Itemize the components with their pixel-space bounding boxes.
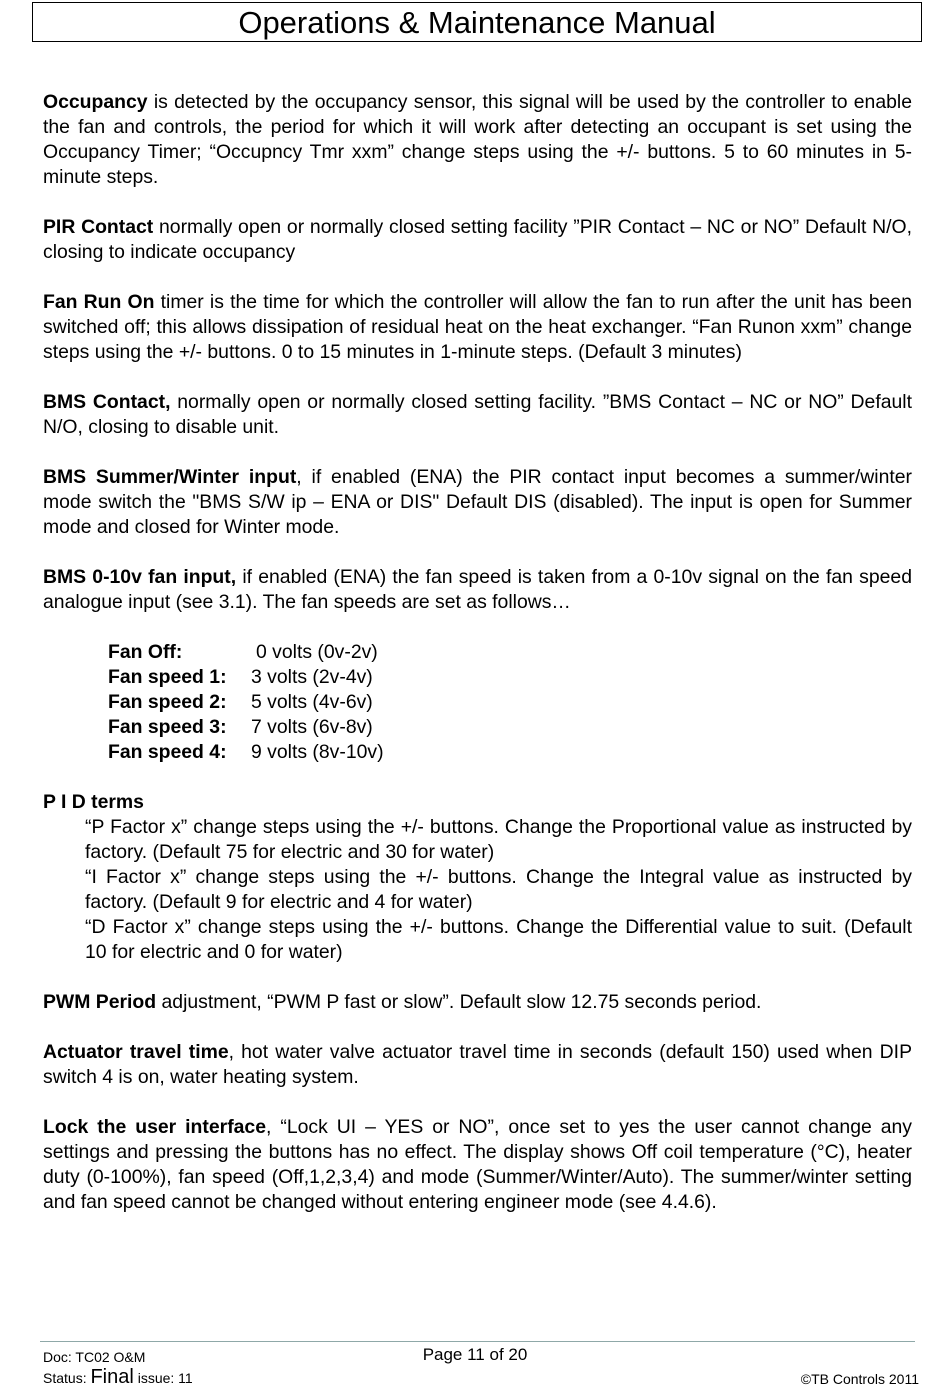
fan-run-on-paragraph bbox=[43, 290, 912, 365]
lock-ui-text: , “Lock UI – YES or NO”, once set to yes the user cannot change any settings and pressing the buttons has no effect. The display shows Off coil temperature (°C), heater duty (0-100%), fan speed (Off,1,2,3,4) and mode (Summer/Winter/Auto). The summer/winter setting and fan speed cannot be changed without entering engineer mode (see 4.4.6). bbox=[43, 1116, 913, 1213]
fan-speed-row bbox=[108, 690, 384, 715]
fan-speed-value: 7 volts (6v-8v) bbox=[251, 716, 373, 738]
footer-status bbox=[43, 1368, 193, 1387]
pid-p-factor: “P Factor x” change steps using the +/- buttons. Change the Proportional value as instructed by factory. (Default 75 for electric and 30 for water) bbox=[85, 816, 912, 863]
bms-summer-winter-text: , if enabled (ENA) the PIR contact input becomes a summer/winter mode switch the "BMS S/W ip – ENA or DIS" Default DIS (disabled). The input is open for Summer mode and closed for Winter mode. bbox=[43, 466, 912, 538]
occupancy-paragraph bbox=[43, 90, 912, 190]
bms-fan-input-text: if enabled (ENA) the fan speed is taken from a 0-10v signal on the fan speed analogue input (see 3.1). The fan speeds are set as follows… bbox=[43, 566, 912, 613]
lock-ui-term: Lock the user interface bbox=[43, 1116, 267, 1138]
fan-speed-value: 3 volts (2v-4v) bbox=[251, 666, 373, 688]
footer-issue: issue: 11 bbox=[133, 1370, 193, 1386]
pir-contact-term: PIR Contact bbox=[43, 216, 154, 238]
pwm-period-text: adjustment, “PWM P fast or slow”. Default slow 12.75 seconds period. bbox=[156, 991, 762, 1013]
fan-speed-label: Fan speed 3: bbox=[108, 716, 227, 738]
actuator-term: Actuator travel time bbox=[43, 1041, 229, 1063]
occupancy-term: Occupancy bbox=[43, 91, 148, 113]
bms-summer-winter-paragraph bbox=[43, 465, 912, 540]
fan-speed-row bbox=[108, 640, 384, 665]
document-title: Operations & Maintenance Manual bbox=[238, 5, 716, 40]
bms-fan-input-paragraph bbox=[43, 565, 912, 615]
fan-speed-value: 9 volts (8v-10v) bbox=[251, 741, 384, 763]
bms-fan-input-term: BMS 0-10v fan input, bbox=[43, 566, 237, 588]
pir-contact-paragraph bbox=[43, 215, 912, 265]
bms-contact-text: normally open or normally closed setting facility. ”BMS Contact – NC or NO” Default N/O, closing to disable unit. bbox=[43, 391, 912, 438]
bms-contact-paragraph bbox=[43, 390, 912, 440]
fan-speed-row bbox=[108, 715, 384, 740]
pid-d-factor: “D Factor x” change steps using the +/- buttons. Change the Differential value to suit. (Default 10 for electric and 0 for water) bbox=[85, 916, 912, 963]
fan-speed-label: Fan speed 1: bbox=[108, 666, 227, 688]
fan-speed-value: 5 volts (4v-6v) bbox=[251, 691, 373, 713]
pid-i-factor: “I Factor x” change steps using the +/- buttons. Change the Integral value as instructed by factory. (Default 9 for electric and 4 for water) bbox=[85, 866, 912, 913]
fan-speed-label: Fan speed 2: bbox=[108, 691, 227, 713]
fan-speed-label: Fan speed 4: bbox=[108, 741, 227, 763]
fan-speed-row bbox=[108, 665, 384, 690]
bms-contact-term: BMS Contact, bbox=[43, 391, 171, 413]
fan-speed-row bbox=[108, 740, 384, 765]
fan-run-on-term: Fan Run On bbox=[43, 291, 155, 313]
document-body bbox=[43, 90, 912, 1240]
pir-contact-text: normally open or normally closed setting facility ”PIR Contact – NC or NO” Default N/O, closing to indicate occupancy bbox=[43, 216, 913, 263]
lock-ui-paragraph bbox=[43, 1115, 912, 1215]
fan-speed-table bbox=[108, 640, 384, 765]
fan-run-on-text: timer is the time for which the controller will allow the fan to run after the unit has been switched off; this allows dissipation of residual heat on the heat exchanger. “Fan Runon xxm” change steps using the +/- buttons. 0 to 15 minutes in 1-minute steps. (Default 3 minutes) bbox=[43, 291, 913, 363]
occupancy-text: is detected by the occupancy sensor, this signal will be used by the controller to enable the fan and controls, the period for which it will work after detecting an occupant is set using the Occupancy Timer; “Occupncy Tmr xxm” change steps using the +/- buttons. 5 to 60 minutes in 5-minute steps. bbox=[43, 91, 912, 188]
actuator-paragraph bbox=[43, 1040, 912, 1090]
pwm-period-paragraph bbox=[43, 990, 912, 1015]
pid-terms-block bbox=[85, 815, 912, 965]
fan-speed-label: Fan Off: bbox=[108, 641, 183, 663]
footer-status-value: Final bbox=[90, 1366, 134, 1388]
footer-doc-id: Doc: TC02 O&M bbox=[43, 1349, 146, 1365]
pid-terms-heading: P I D terms bbox=[43, 791, 144, 813]
footer-page-number: Page 11 of 20 bbox=[422, 1345, 528, 1364]
footer-divider bbox=[40, 1341, 915, 1342]
pwm-period-term: PWM Period bbox=[43, 991, 157, 1013]
fan-speed-value: 0 volts (0v-2v) bbox=[256, 641, 378, 663]
footer-copyright: ©TB Controls 2011 bbox=[800, 1371, 919, 1387]
actuator-text: , hot water valve actuator travel time in seconds (default 150) used when DIP switch 4 is on, water heating system. bbox=[43, 1041, 913, 1088]
footer-status-label: Status: bbox=[43, 1370, 91, 1386]
page-header bbox=[32, 2, 922, 42]
bms-summer-winter-term: BMS Summer/Winter input bbox=[43, 466, 297, 488]
